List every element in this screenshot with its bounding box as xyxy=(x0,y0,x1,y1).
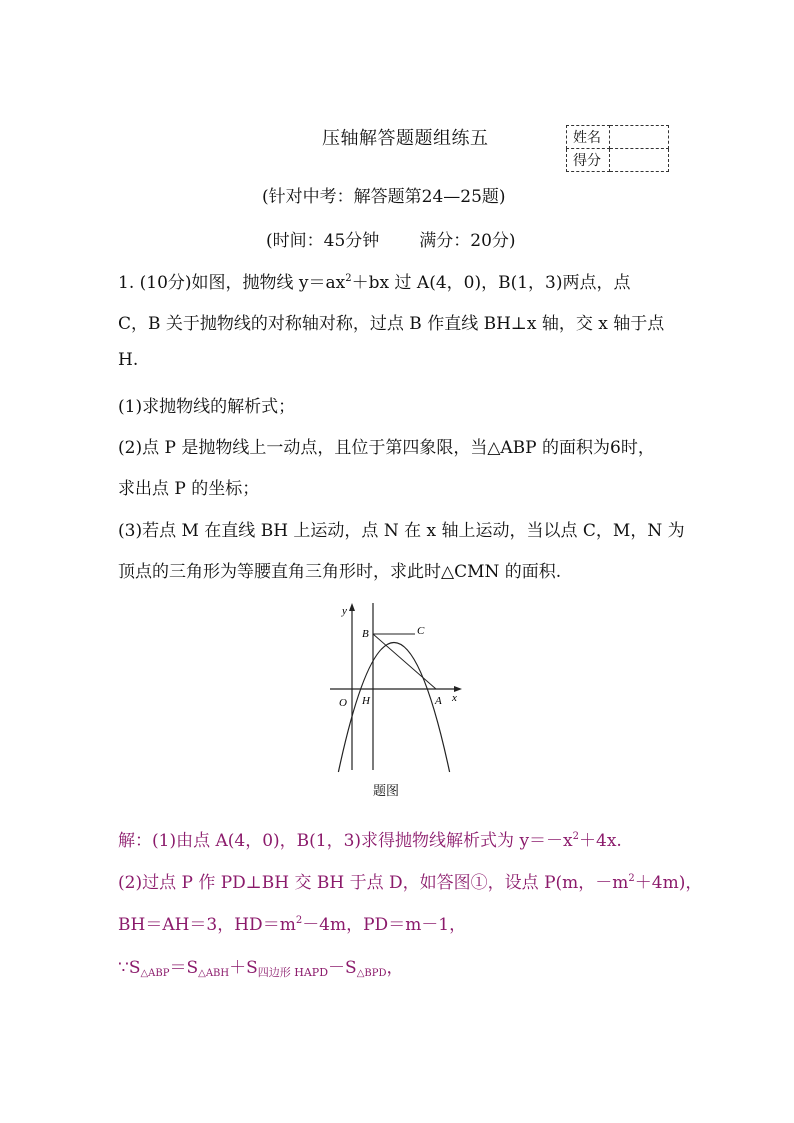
label-h: H xyxy=(362,695,370,707)
question-2-line-1: (2)点 P 是抛物线上一动点，且位于第四象限，当△ABP 的面积为6时， xyxy=(118,438,655,458)
problem-line-3: H. xyxy=(118,350,139,370)
question-2-line-2: 求出点 P 的坐标； xyxy=(118,479,260,499)
score-label: 得分 xyxy=(567,149,610,172)
question-3-line-2: 顶点的三角形为等腰直角三角形时，求此时△CMN 的面积. xyxy=(118,562,562,582)
solution-line-2: (2)过点 P 作 PD⊥BH 交 BH 于点 D，如答图①，设点 P(m，$-m^2+4m$)， xyxy=(118,873,703,893)
label-a: A xyxy=(435,695,442,707)
full-score: 满分：20分) xyxy=(419,231,516,251)
parabola-figure xyxy=(325,600,465,775)
name-score-box xyxy=(566,125,669,172)
solution-line-4: $\because S_{\triangle ABP}=S_{\triangle ABH}+S_{四边形 HAPD}-S_{\triangle BPD}$， xyxy=(118,958,404,979)
label-x: x xyxy=(452,692,457,704)
page-title: 压轴解答题题组练五 xyxy=(322,128,489,149)
name-field[interactable] xyxy=(610,126,669,149)
time-limit: (时间：45分钟 xyxy=(266,231,380,251)
solution-line-1: 解：(1)由点 A(4，0)，B(1，3)求得抛物线解析式为 $y=-x^2+4x$. xyxy=(118,831,622,851)
solution-line-3: BH＝AH＝3，$HD=m^2-4m$，PD＝m－1， xyxy=(118,915,467,935)
problem-line-1: 1. (10分)如图，抛物线 $y=ax^2+bx$ 过 A(4，0)，B(1，3)两点，点 xyxy=(118,273,631,293)
score-field[interactable] xyxy=(610,149,669,172)
name-label: 姓名 xyxy=(567,126,610,149)
segment-ba xyxy=(373,634,436,689)
figure-caption: 题图 xyxy=(373,784,400,799)
question-1: (1)求抛物线的解析式； xyxy=(118,397,296,417)
problem-line-2: C，B 关于抛物线的对称轴对称，过点 B 作直线 BH⊥x 轴，交 x 轴于点 xyxy=(118,314,665,334)
label-c: C xyxy=(417,625,425,637)
time-score-info xyxy=(266,226,516,251)
y-axis-arrow xyxy=(349,603,355,611)
label-b: B xyxy=(362,628,369,640)
question-3-line-1: (3)若点 M 在直线 BH 上运动，点 N 在 x 轴上运动，当以点 C，M，N 为 xyxy=(118,521,685,541)
parabola-curve xyxy=(338,643,449,773)
label-o: O xyxy=(339,697,347,709)
page-subtitle: (针对中考：解答题第24—25题) xyxy=(262,187,506,207)
label-y: y xyxy=(342,605,347,617)
